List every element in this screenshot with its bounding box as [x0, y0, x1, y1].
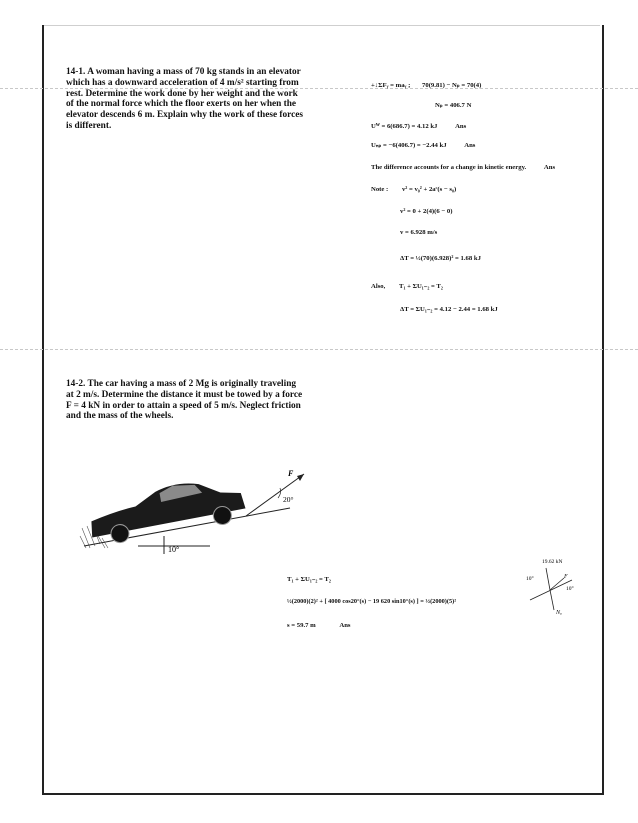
- note-equation-substitution: v² = 0 + 2(4)(6 − 0): [400, 208, 453, 215]
- tow-cable: [246, 474, 304, 516]
- fbd-normal-label: Nₐ: [556, 610, 562, 616]
- problem-14-1: [66, 67, 306, 132]
- fbd-weight-vector: [546, 568, 550, 590]
- force-arrowhead: [297, 474, 304, 481]
- fbd-weight-label: 19.62 kN: [542, 559, 563, 565]
- problem-number: 14-2.: [66, 379, 86, 389]
- also-equation-delta-t: ΔT = ΣU₁₋₂ = 4.12 − 2.44 = 1.68 kJ: [400, 306, 498, 313]
- equation-distance: s = 59.7 m Ans: [287, 622, 351, 629]
- free-body-diagram: [520, 556, 582, 618]
- problem-14-2: [66, 379, 306, 422]
- answer-label: Ans: [464, 142, 476, 149]
- note-equation-speed: v = 6.928 m/s: [400, 229, 438, 236]
- force-angle-label: 20°: [283, 495, 294, 504]
- fbd-force-label: F: [564, 574, 568, 580]
- problem-text: A woman having a mass of 70 kg stands in an elevator which has a downward acceleration of 4 m/s² starting from rest. Determine the work done by her weight and the work of the normal force which the floor exerts on her when the elevator descends 6 m. Explain why the work of these forces is different.: [66, 67, 303, 131]
- force-label: F: [288, 469, 294, 478]
- incline-angle-label: 10°: [168, 545, 180, 554]
- equation-sum-forces: +↓ΣFᵧ = maᵧ ; 70(9.81) − Nₚ = 70(4): [371, 82, 482, 89]
- difference-explanation: The difference accounts for a change in kinetic energy. Ans: [371, 164, 556, 171]
- scan-artifact-line: [0, 349, 638, 350]
- equation-substituted: ½(2000)(2)² + [ 4000 cos20°(s) − 19 620 sin10°(s) ] = ½(2000)(5)²: [287, 598, 457, 605]
- fbd-normal-vector: [550, 590, 554, 610]
- answer-label: Ans: [339, 622, 351, 629]
- problem-number: 14-1.: [66, 67, 86, 77]
- also-equation-principle: Also, T₁ + ΣU₁₋₂ = T₂: [371, 283, 443, 290]
- equation-work-weight: Uᵂ = 6(686.7) = 4.12 kJ Ans: [371, 123, 467, 130]
- fbd-angle-right: 10°: [566, 586, 574, 592]
- note-equation-velocity: Note : v² = v₀² + 2aᶜ(s − s₀): [371, 186, 457, 193]
- fbd-force-vector: [550, 578, 564, 590]
- note-equation-kinetic-energy: ΔT = ½(70)(6.928)² = 1.68 kJ: [400, 255, 481, 262]
- car-incline-figure: [78, 468, 310, 554]
- problem-text: The car having a mass of 2 Mg is originally traveling at 2 m/s. Determine the distance it must be towed by a force F = 4 kN in order to attain a speed of 5 m/s. Neglect friction and the mass of the wheels.: [66, 379, 303, 422]
- answer-label: Ans: [543, 164, 556, 171]
- equation-normal-force: Nₚ = 406.7 N: [435, 102, 472, 109]
- answer-label: Ans: [455, 123, 467, 130]
- equation-work-energy: T₁ + ΣU₁₋₂ = T₂: [287, 576, 331, 583]
- fbd-angle-top: 10°: [526, 576, 534, 582]
- equation-work-normal: Uₙₚ = −6(406.7) = −2.44 kJ Ans: [371, 142, 476, 149]
- car: [86, 473, 248, 547]
